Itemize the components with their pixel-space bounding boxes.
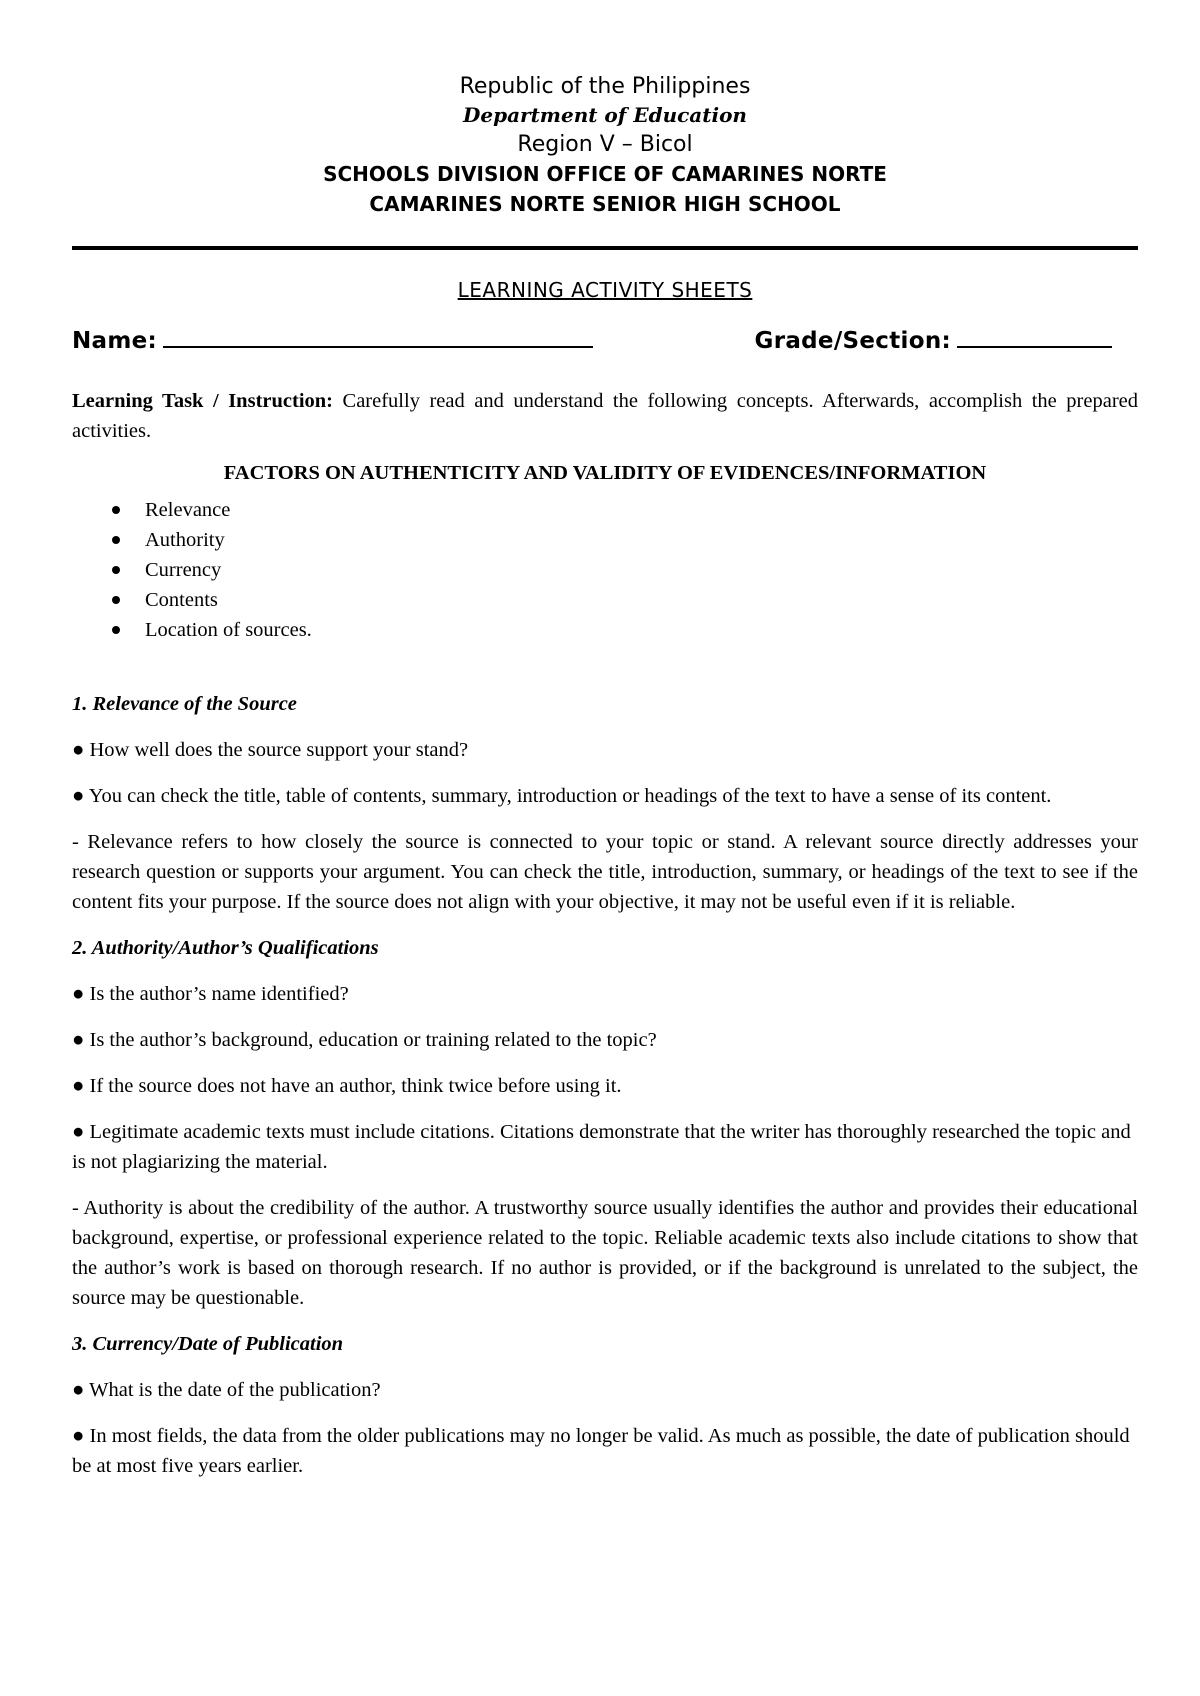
student-info-row [72,324,1138,354]
grade-section-field [755,324,1112,354]
factors-list [72,495,1138,645]
section-bullet: ● Is the author’s background, education or training related to the topic? [72,1029,657,1051]
instruction-paragraph [72,386,1138,446]
instruction-label: Learning Task / Instruction: [72,390,333,412]
bullet-icon [112,566,120,574]
header-department: Department of Education [463,103,747,127]
bullet-icon [112,596,120,604]
list-item: Currency [72,555,1138,585]
list-item: Location of sources. [72,615,1138,645]
header-school: CAMARINES NORTE SENIOR HIGH SCHOOL [369,192,841,216]
factors-title: FACTORS ON AUTHENTICITY AND VALIDITY OF EVIDENCES/INFORMATION [223,462,987,484]
section-title-relevance: 1. Relevance of the Source [72,693,297,715]
grade-section-label: Grade/Section: [754,328,951,354]
list-item: Contents [72,585,1138,615]
bullet-icon [112,626,120,634]
section-bullet: ● What is the date of the publication? [72,1379,381,1401]
section-paragraph: - Authority is about the credibility of the author. A trustworthy source usually identifies the author and provides their educational background, expertise, or professional experience related to the topic. Reliable academic texts also include citations to show that the author’s work is based on thorough research. If no author is provided, or if the background is unrelated to the subject, the source may be questionable. [72,1197,1138,1309]
header-division-office: SCHOOLS DIVISION OFFICE OF CAMARINES NORTE [323,162,887,186]
section-title-authority: 2. Authority/Author’s Qualifications [72,937,379,959]
name-field [72,324,593,354]
list-item: Authority [72,525,1138,555]
header-republic: Republic of the Philippines [459,74,751,99]
section-bullet: ● In most fields, the data from the older publications may no longer be valid. As much as possible, the date of publication should be at most five years earlier. [72,1425,1130,1477]
section-bullet: ● You can check the title, table of contents, summary, introduction or headings of the text to have a sense of its content. [72,785,1052,807]
name-blank-line[interactable] [163,324,593,348]
section-paragraph: - Relevance refers to how closely the source is connected to your topic or stand. A relevant source directly addresses your research question or supports your argument. You can check the title, introduction, summary, or headings of the text to see if the content fits your purpose. If the source does not align with your objective, it may not be useful even if it is reliable. [72,831,1138,913]
bullet-icon [112,506,120,514]
section-bullet: ● If the source does not have an author, think twice before using it. [72,1075,622,1097]
section-bullet: ● Legitimate academic texts must include citations. Citations demonstrate that the writer has thoroughly researched the topic and is not plagiarizing the material. [72,1121,1131,1173]
section-bullet: ● Is the author’s name identified? [72,983,349,1005]
header-divider [72,246,1138,250]
header-region: Region V – Bicol [517,132,693,157]
section-title-currency: 3. Currency/Date of Publication [72,1333,344,1355]
grade-section-blank-line[interactable] [957,324,1112,348]
instruction-text: Carefully read and understand the following concepts. Afterwards, accomplish the prepared activities. [72,390,1138,442]
bullet-icon [112,536,120,544]
letterhead [72,72,1138,219]
name-label: Name: [72,328,158,354]
document-page [72,72,1138,1481]
sheet-title: LEARNING ACTIVITY SHEETS [457,278,753,302]
section-bullet: ● How well does the source support your stand? [72,739,469,761]
list-item: Relevance [72,495,1138,525]
